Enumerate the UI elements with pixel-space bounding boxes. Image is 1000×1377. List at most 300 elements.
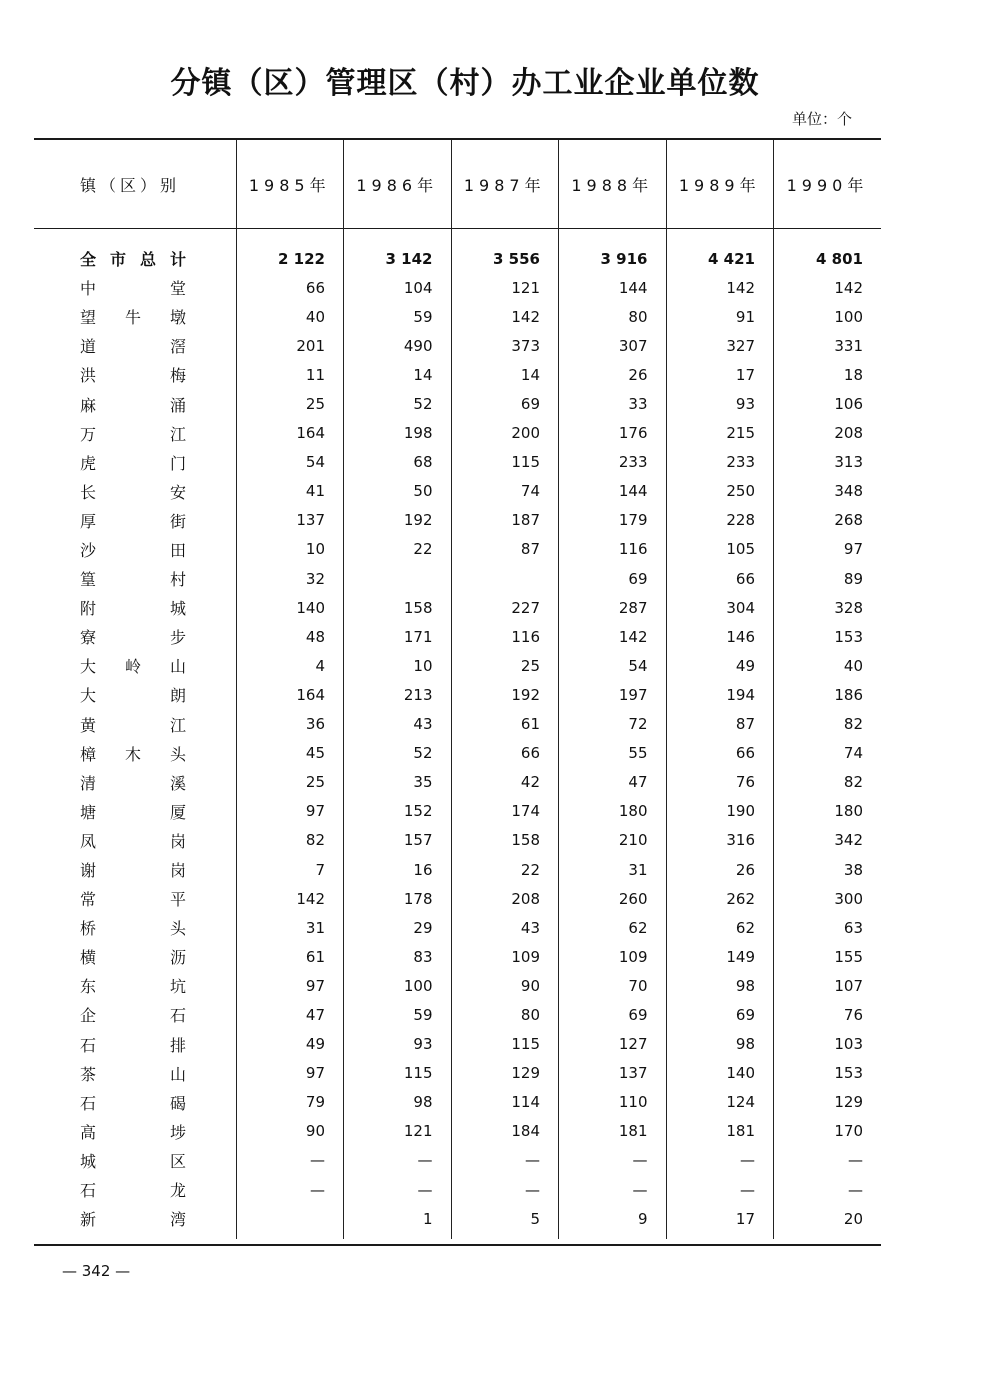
value-cell: 91: [666, 302, 774, 331]
value-cell: 97: [236, 797, 344, 826]
value-cell: 155: [774, 942, 882, 971]
value-cell: 153: [774, 1059, 882, 1088]
value-cell: 316: [666, 826, 774, 855]
town-cell: [34, 448, 236, 477]
value-cell: 192: [451, 680, 559, 709]
value-cell: 287: [559, 593, 667, 622]
value-cell: 87: [666, 710, 774, 739]
value-cell: 373: [451, 331, 559, 360]
value-cell: 3 556: [451, 228, 559, 273]
value-cell: 180: [559, 797, 667, 826]
value-cell: 11: [236, 360, 344, 389]
unit-label: 单位：个: [792, 110, 853, 128]
value-cell: 72: [559, 710, 667, 739]
table-row: [34, 1088, 881, 1117]
town-cell: [34, 651, 236, 680]
value-cell: 26: [666, 855, 774, 884]
value-cell: 268: [774, 506, 882, 535]
value-cell: 66: [451, 739, 559, 768]
value-cell: 50: [344, 477, 452, 506]
value-cell: 45: [236, 739, 344, 768]
town-name: 长 安: [80, 482, 186, 502]
value-cell: 47: [559, 768, 667, 797]
table-row: [34, 506, 881, 535]
value-cell: 142: [451, 302, 559, 331]
table-row: [34, 1117, 881, 1146]
table-row: [34, 884, 881, 913]
value-cell: 38: [774, 855, 882, 884]
town-name: 清 溪: [80, 773, 186, 793]
value-cell: 69: [559, 564, 667, 593]
value-cell: 16: [344, 855, 452, 884]
table-row: [34, 1000, 881, 1029]
value-cell: 4: [236, 651, 344, 680]
town-cell: [34, 1175, 236, 1204]
town-name: 石 龙: [80, 1181, 186, 1201]
value-cell: —: [559, 1175, 667, 1204]
value-cell: 194: [666, 680, 774, 709]
town-name: 茶 山: [80, 1064, 186, 1084]
town-name: 常 平: [80, 890, 186, 910]
value-cell: 142: [666, 273, 774, 302]
value-cell: 22: [451, 855, 559, 884]
value-cell: 107: [774, 971, 882, 1000]
table-row: [34, 360, 881, 389]
value-cell: 215: [666, 419, 774, 448]
value-cell: 29: [344, 913, 452, 942]
value-cell: 54: [236, 448, 344, 477]
town-name: 望 牛 墩: [80, 308, 186, 328]
value-cell: 43: [451, 913, 559, 942]
town-name: 石 排: [80, 1035, 186, 1055]
town-cell: [34, 1204, 236, 1239]
value-cell: 25: [451, 651, 559, 680]
value-cell: 158: [451, 826, 559, 855]
value-cell: 36: [236, 710, 344, 739]
value-cell: —: [451, 1146, 559, 1175]
value-cell: 52: [344, 389, 452, 418]
table-row: [34, 1146, 881, 1175]
value-cell: 61: [236, 942, 344, 971]
value-cell: 62: [666, 913, 774, 942]
value-cell: 104: [344, 273, 452, 302]
town-cell: [34, 797, 236, 826]
table-row: [34, 1059, 881, 1088]
value-cell: 80: [559, 302, 667, 331]
value-cell: 26: [559, 360, 667, 389]
table-row: [34, 855, 881, 884]
value-cell: 348: [774, 477, 882, 506]
value-cell: 190: [666, 797, 774, 826]
value-cell: 250: [666, 477, 774, 506]
town-cell: [34, 360, 236, 389]
value-cell: 25: [236, 389, 344, 418]
value-cell: 171: [344, 622, 452, 651]
value-cell: 87: [451, 535, 559, 564]
town-cell: [34, 826, 236, 855]
value-cell: —: [236, 1175, 344, 1204]
header-year: 1987年: [451, 140, 559, 228]
page-title: 分镇（区）管理区（村）办工业企业单位数: [170, 66, 760, 101]
table-row: [34, 448, 881, 477]
value-cell: 129: [774, 1088, 882, 1117]
value-cell: 63: [774, 913, 882, 942]
value-cell: 83: [344, 942, 452, 971]
value-cell: —: [774, 1146, 882, 1175]
town-name: 麻 涌: [80, 395, 186, 415]
value-cell: —: [451, 1175, 559, 1204]
value-cell: —: [559, 1146, 667, 1175]
table-row: [34, 273, 881, 302]
value-cell: 10: [236, 535, 344, 564]
table-row: [34, 913, 881, 942]
table-row: [34, 826, 881, 855]
value-cell: 109: [559, 942, 667, 971]
value-cell: 43: [344, 710, 452, 739]
value-cell: 227: [451, 593, 559, 622]
value-cell: 137: [236, 506, 344, 535]
table-row: [34, 419, 881, 448]
value-cell: 98: [666, 1030, 774, 1059]
value-cell: 262: [666, 884, 774, 913]
town-name: 大 朗: [80, 686, 186, 706]
value-cell: [236, 1204, 344, 1239]
value-cell: 129: [451, 1059, 559, 1088]
value-cell: 197: [559, 680, 667, 709]
town-name: 城 区: [80, 1151, 186, 1171]
value-cell: 208: [451, 884, 559, 913]
town-cell: [34, 739, 236, 768]
table-row: [34, 651, 881, 680]
value-cell: 98: [344, 1088, 452, 1117]
value-cell: 307: [559, 331, 667, 360]
value-cell: 181: [666, 1117, 774, 1146]
value-cell: 9: [559, 1204, 667, 1239]
town-cell: [34, 680, 236, 709]
value-cell: 114: [451, 1088, 559, 1117]
town-cell: [34, 622, 236, 651]
value-cell: 52: [344, 739, 452, 768]
value-cell: 327: [666, 331, 774, 360]
town-cell: [34, 564, 236, 593]
town-name: 企 石: [80, 1006, 186, 1026]
town-name: 横 沥: [80, 948, 186, 968]
value-cell: 178: [344, 884, 452, 913]
town-cell: [34, 535, 236, 564]
value-cell: 20: [774, 1204, 882, 1239]
header-year: 1985年: [236, 140, 344, 228]
town-name: 寮 步: [80, 628, 186, 648]
value-cell: 3 142: [344, 228, 452, 273]
town-cell: [34, 913, 236, 942]
header-year: 1990年: [774, 140, 882, 228]
town-name: 塘 厦: [80, 802, 186, 822]
value-cell: 208: [774, 419, 882, 448]
table-row: [34, 302, 881, 331]
value-cell: 89: [774, 564, 882, 593]
table-row: [34, 1204, 881, 1239]
table-row: [34, 1175, 881, 1204]
value-cell: 100: [344, 971, 452, 1000]
value-cell: 176: [559, 419, 667, 448]
town-cell: [34, 1117, 236, 1146]
value-cell: 105: [666, 535, 774, 564]
value-cell: 40: [236, 302, 344, 331]
value-cell: 200: [451, 419, 559, 448]
table-row: [34, 477, 881, 506]
value-cell: 164: [236, 419, 344, 448]
value-cell: 121: [451, 273, 559, 302]
value-cell: 1: [344, 1204, 452, 1239]
value-cell: 70: [559, 971, 667, 1000]
town-name: 凤 岗: [80, 831, 186, 851]
town-name: 洪 梅: [80, 366, 186, 386]
value-cell: 170: [774, 1117, 882, 1146]
value-cell: 192: [344, 506, 452, 535]
value-cell: 115: [451, 1030, 559, 1059]
table-row: [34, 535, 881, 564]
town-name: 东 坑: [80, 977, 186, 997]
value-cell: 342: [774, 826, 882, 855]
value-cell: —: [344, 1175, 452, 1204]
value-cell: 59: [344, 1000, 452, 1029]
table-row: [34, 389, 881, 418]
value-cell: 144: [559, 273, 667, 302]
header-year: 1988年: [559, 140, 667, 228]
value-cell: 180: [774, 797, 882, 826]
value-cell: 4 421: [666, 228, 774, 273]
value-cell: 35: [344, 768, 452, 797]
town-name: 中 堂: [80, 279, 186, 299]
value-cell: 18: [774, 360, 882, 389]
value-cell: 100: [774, 302, 882, 331]
value-cell: 233: [666, 448, 774, 477]
value-cell: 82: [774, 768, 882, 797]
value-cell: 59: [344, 302, 452, 331]
value-cell: 2 122: [236, 228, 344, 273]
value-cell: 69: [559, 1000, 667, 1029]
table-row: [34, 331, 881, 360]
page-number: — 342 —: [62, 1262, 131, 1280]
value-cell: 184: [451, 1117, 559, 1146]
town-name: 篁 村: [80, 570, 186, 590]
table-row: [34, 710, 881, 739]
value-cell: —: [236, 1146, 344, 1175]
value-cell: 116: [559, 535, 667, 564]
value-cell: 157: [344, 826, 452, 855]
town-name: 附 城: [80, 599, 186, 619]
value-cell: 25: [236, 768, 344, 797]
town-cell: [34, 710, 236, 739]
value-cell: 79: [236, 1088, 344, 1117]
value-cell: 186: [774, 680, 882, 709]
town-cell: [34, 228, 236, 273]
value-cell: 40: [774, 651, 882, 680]
town-cell: [34, 419, 236, 448]
value-cell: 54: [559, 651, 667, 680]
value-cell: 116: [451, 622, 559, 651]
value-cell: 233: [559, 448, 667, 477]
value-cell: 90: [451, 971, 559, 1000]
value-cell: 69: [451, 389, 559, 418]
table-row: [34, 593, 881, 622]
town-name: 谢 岗: [80, 861, 186, 881]
value-cell: 97: [236, 971, 344, 1000]
table-row: [34, 1030, 881, 1059]
value-cell: 146: [666, 622, 774, 651]
value-cell: 140: [236, 593, 344, 622]
value-cell: 5: [451, 1204, 559, 1239]
town-name: 虎 门: [80, 453, 186, 473]
value-cell: [344, 564, 452, 593]
town-name: 樟 木 头: [80, 744, 186, 764]
town-cell: [34, 477, 236, 506]
header-town: 镇（区）别: [80, 175, 181, 195]
town-cell: [34, 855, 236, 884]
table-row: [34, 971, 881, 1000]
value-cell: 3 916: [559, 228, 667, 273]
value-cell: 93: [666, 389, 774, 418]
value-cell: 76: [666, 768, 774, 797]
value-cell: 17: [666, 1204, 774, 1239]
town-cell: [34, 942, 236, 971]
value-cell: —: [774, 1175, 882, 1204]
value-cell: 31: [559, 855, 667, 884]
town-cell: [34, 1030, 236, 1059]
value-cell: 10: [344, 651, 452, 680]
value-cell: 127: [559, 1030, 667, 1059]
value-cell: 142: [774, 273, 882, 302]
value-cell: 49: [666, 651, 774, 680]
value-cell: 103: [774, 1030, 882, 1059]
value-cell: 80: [451, 1000, 559, 1029]
value-cell: 228: [666, 506, 774, 535]
town-cell: [34, 1059, 236, 1088]
header-row: [34, 140, 881, 228]
value-cell: 115: [344, 1059, 452, 1088]
value-cell: 115: [451, 448, 559, 477]
value-cell: 97: [774, 535, 882, 564]
value-cell: 55: [559, 739, 667, 768]
town-cell: [34, 1000, 236, 1029]
header-year: 1989年: [666, 140, 774, 228]
table-row: [34, 622, 881, 651]
value-cell: 97: [236, 1059, 344, 1088]
value-cell: 106: [774, 389, 882, 418]
table-row: [34, 680, 881, 709]
value-cell: —: [344, 1146, 452, 1175]
header-year: 1986年: [344, 140, 452, 228]
value-cell: 198: [344, 419, 452, 448]
value-cell: —: [666, 1175, 774, 1204]
value-cell: 48: [236, 622, 344, 651]
value-cell: 164: [236, 680, 344, 709]
town-name: 桥 头: [80, 919, 186, 939]
value-cell: 4 801: [774, 228, 882, 273]
value-cell: 144: [559, 477, 667, 506]
town-name: 黄 江: [80, 715, 186, 735]
value-cell: 187: [451, 506, 559, 535]
town-cell: [34, 971, 236, 1000]
table-body: [34, 228, 881, 1239]
value-cell: 14: [344, 360, 452, 389]
town-name: 厚 街: [80, 511, 186, 531]
value-cell: 142: [559, 622, 667, 651]
table-row: [34, 564, 881, 593]
value-cell: 260: [559, 884, 667, 913]
value-cell: 82: [236, 826, 344, 855]
value-cell: 98: [666, 971, 774, 1000]
value-cell: 22: [344, 535, 452, 564]
town-name: 石 碣: [80, 1093, 186, 1113]
value-cell: 174: [451, 797, 559, 826]
town-cell: [34, 1146, 236, 1175]
enterprise-table: [34, 140, 881, 1239]
town-name: 高 埗: [80, 1122, 186, 1142]
value-cell: 32: [236, 564, 344, 593]
value-cell: 124: [666, 1088, 774, 1117]
table-row: [34, 739, 881, 768]
value-cell: 213: [344, 680, 452, 709]
value-cell: 158: [344, 593, 452, 622]
town-name: 道 滘: [80, 337, 186, 357]
value-cell: 331: [774, 331, 882, 360]
value-cell: 41: [236, 477, 344, 506]
value-cell: 140: [666, 1059, 774, 1088]
value-cell: 76: [774, 1000, 882, 1029]
value-cell: 201: [236, 331, 344, 360]
town-cell: [34, 302, 236, 331]
value-cell: 328: [774, 593, 882, 622]
value-cell: 74: [774, 739, 882, 768]
value-cell: 109: [451, 942, 559, 971]
value-cell: 137: [559, 1059, 667, 1088]
value-cell: 90: [236, 1117, 344, 1146]
value-cell: 17: [666, 360, 774, 389]
town-name: 新 湾: [80, 1210, 186, 1230]
town-cell: [34, 273, 236, 302]
value-cell: [451, 564, 559, 593]
value-cell: 142: [236, 884, 344, 913]
town-cell: [34, 884, 236, 913]
table-row: [34, 768, 881, 797]
value-cell: 93: [344, 1030, 452, 1059]
value-cell: 66: [236, 273, 344, 302]
town-cell: [34, 1088, 236, 1117]
value-cell: 68: [344, 448, 452, 477]
value-cell: 179: [559, 506, 667, 535]
value-cell: 66: [666, 739, 774, 768]
town-name: 全 市 总 计: [80, 250, 186, 270]
value-cell: 74: [451, 477, 559, 506]
value-cell: 490: [344, 331, 452, 360]
value-cell: 210: [559, 826, 667, 855]
value-cell: 42: [451, 768, 559, 797]
value-cell: 153: [774, 622, 882, 651]
value-cell: 62: [559, 913, 667, 942]
total-row: [34, 228, 881, 273]
town-cell: [34, 768, 236, 797]
table-row: [34, 797, 881, 826]
value-cell: 149: [666, 942, 774, 971]
town-cell: [34, 506, 236, 535]
value-cell: 33: [559, 389, 667, 418]
table-row: [34, 942, 881, 971]
value-cell: —: [666, 1146, 774, 1175]
town-name: 大 岭 山: [80, 657, 186, 677]
value-cell: 14: [451, 360, 559, 389]
value-cell: 152: [344, 797, 452, 826]
